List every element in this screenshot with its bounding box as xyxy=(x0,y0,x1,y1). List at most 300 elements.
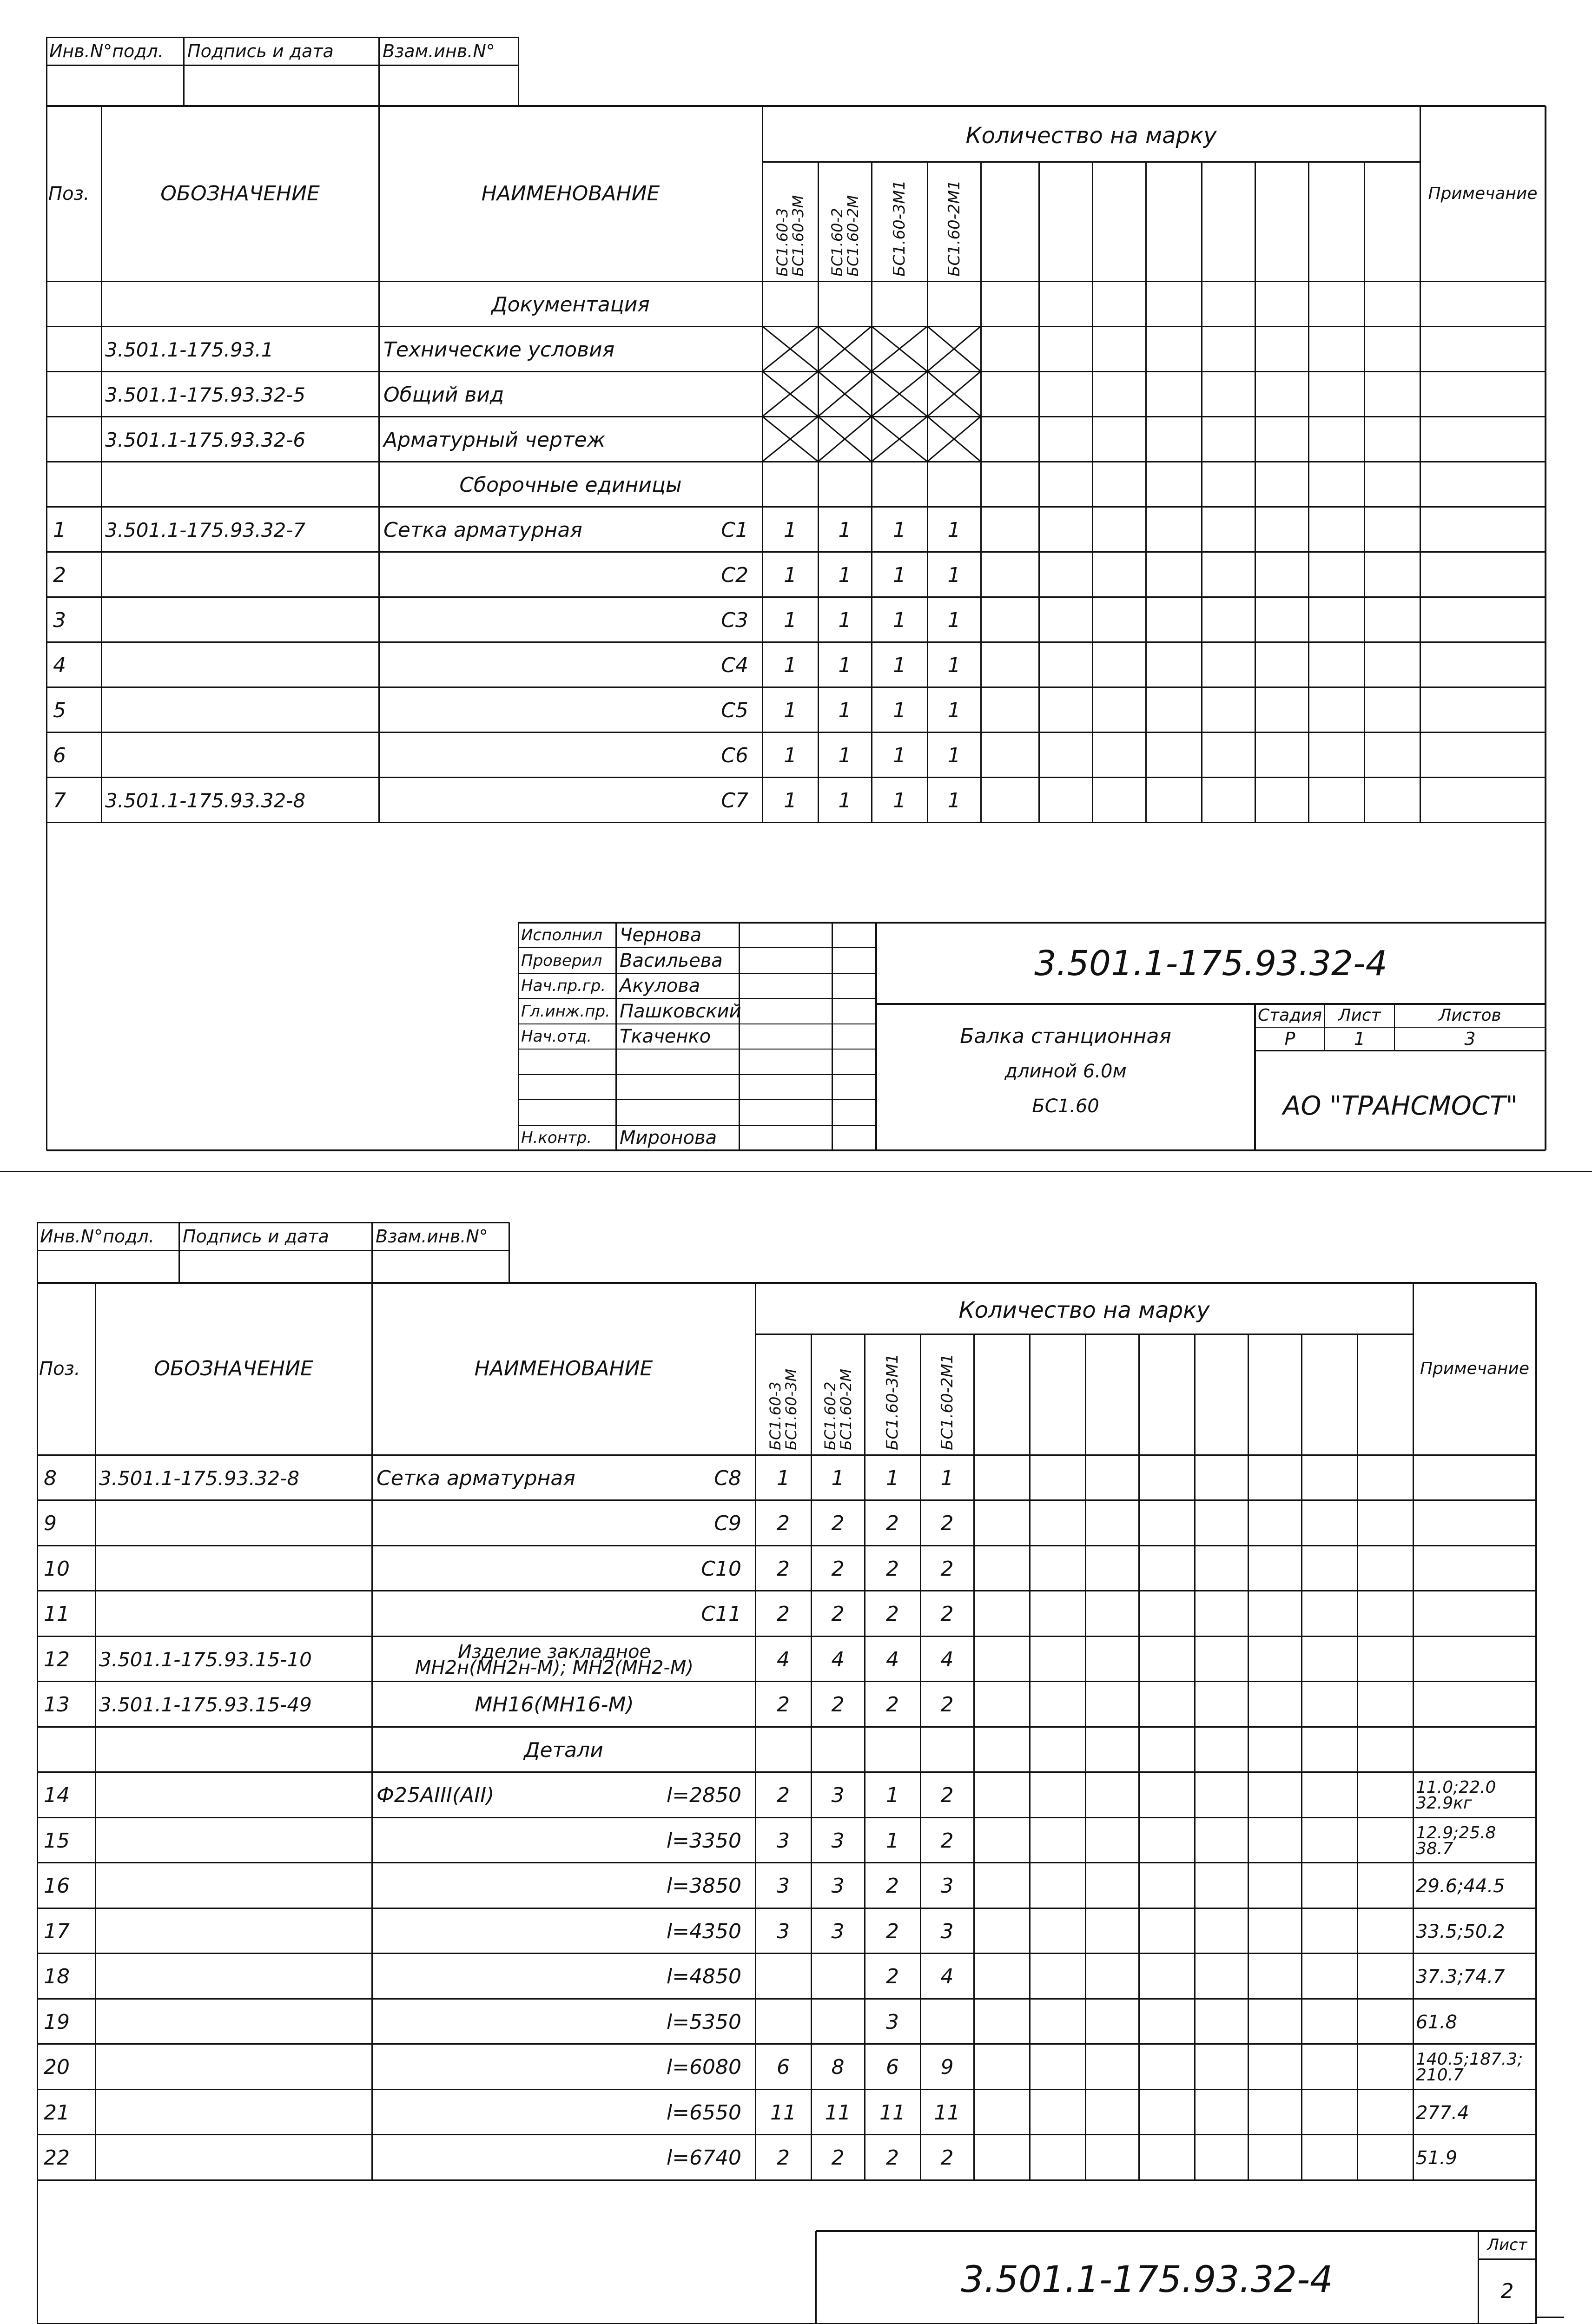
grid-line xyxy=(509,1222,510,1283)
row-qty: 1 xyxy=(940,1466,954,1490)
row-qty: 11 xyxy=(825,2100,851,2125)
section-title: Сборочные единицы xyxy=(459,473,682,497)
brand-header: БС1.60-3М1 xyxy=(883,1353,902,1450)
row-mark: l=3350 xyxy=(666,1829,741,1853)
sheet-value: 2 xyxy=(1500,2279,1514,2303)
row-mark: С10 xyxy=(701,1557,741,1581)
row-note: 61.8 xyxy=(1416,2011,1458,2033)
sheets-label: Листов xyxy=(1439,1006,1501,1025)
row-qty: 4 xyxy=(940,1965,954,1989)
row-qty: 3 xyxy=(831,1919,845,1943)
brand-header: БС1.60-2 xyxy=(821,1381,839,1450)
row-pos: 14 xyxy=(44,1783,70,1808)
stage-value: Р xyxy=(1284,1029,1295,1049)
row-qty: 1 xyxy=(886,1466,899,1490)
grid-line xyxy=(1201,162,1202,822)
grid-line xyxy=(46,596,1546,598)
grid-line xyxy=(518,947,876,948)
grid-line xyxy=(1194,1334,1196,2180)
row-qty: 4 xyxy=(777,1647,790,1671)
cross-mark xyxy=(872,371,927,416)
grid-line xyxy=(1145,162,1147,822)
brand-header: БС1.60-3М1 xyxy=(890,180,909,277)
signature-role: Н.контр. xyxy=(521,1128,592,1147)
row-qty: 4 xyxy=(831,1647,845,1671)
grid-line xyxy=(37,1590,1536,1591)
row-qty: 1 xyxy=(784,518,797,542)
row-qty: 1 xyxy=(947,788,961,812)
sheet-value: 1 xyxy=(1354,1029,1366,1049)
grid-line xyxy=(371,1283,373,2180)
grid-line xyxy=(1420,162,1421,822)
row-qty: 3 xyxy=(886,2010,899,2034)
signature-person: Васильева xyxy=(620,950,723,971)
row-name: Изделие закладное xyxy=(457,1641,651,1663)
grid-line xyxy=(46,37,518,38)
sheet-label: Лист xyxy=(1338,1006,1381,1025)
grid-line xyxy=(0,1171,1592,1172)
row-designation: 3.501.1-175.93.1 xyxy=(105,338,274,361)
signature-person: Пашковский xyxy=(620,1000,741,1022)
row-pos: 13 xyxy=(44,1693,70,1717)
row-pos: 9 xyxy=(44,1512,57,1536)
cross-mark xyxy=(872,326,927,371)
row-designation: 3.501.1-175.93.32-7 xyxy=(105,518,306,541)
row-qty: 2 xyxy=(886,1602,899,1626)
row-qty: 3 xyxy=(777,1829,790,1853)
title-line: Балка станционная xyxy=(960,1024,1171,1048)
row-qty: 2 xyxy=(831,2146,845,2170)
grid-line xyxy=(818,162,819,822)
grid-line xyxy=(183,37,185,106)
row-pos: 4 xyxy=(53,653,66,677)
signature-person: Ткаченко xyxy=(620,1026,711,1047)
header-name: НАИМЕНОВАНИЕ xyxy=(481,181,660,205)
row-qty: 1 xyxy=(784,698,797,722)
row-mark: С5 xyxy=(721,698,748,722)
row-qty: 1 xyxy=(947,608,961,632)
brand-header: БС1.60-2М xyxy=(844,195,862,277)
row-designation: 3.501.1-175.93.15-49 xyxy=(99,1693,312,1717)
grid-line xyxy=(37,1998,1536,2000)
row-name: Сетка арматурная xyxy=(377,1466,575,1490)
grid-line xyxy=(864,1334,865,2180)
grid-line xyxy=(1535,1283,1537,2324)
grid-line xyxy=(876,1003,1546,1005)
row-qty: 1 xyxy=(777,1466,790,1490)
row-note: 11.0;22.0 xyxy=(1416,1778,1496,1797)
grid-line xyxy=(101,106,102,822)
row-qty: 2 xyxy=(886,1557,899,1581)
grid-line xyxy=(518,1125,876,1126)
grid-line xyxy=(46,551,1546,553)
row-qty: 2 xyxy=(777,1602,790,1626)
grid-line xyxy=(37,1862,1536,1863)
cross-mark xyxy=(927,416,981,462)
row-name: Ф25АIII(АII) xyxy=(377,1783,495,1808)
sheet-label: Лист xyxy=(1487,2236,1527,2254)
grid-line xyxy=(37,1726,1536,1728)
row-qty: 1 xyxy=(947,653,961,677)
row-designation: 3.501.1-175.93.15-10 xyxy=(99,1648,312,1671)
row-pos: 2 xyxy=(53,563,66,587)
signature-role: Гл.инж.пр. xyxy=(521,1002,610,1021)
grid-line xyxy=(46,105,1546,107)
row-mark: С7 xyxy=(721,788,748,812)
section-title: Детали xyxy=(524,1738,603,1762)
stamp-replace-inv: Взам.инв.N° xyxy=(383,41,495,61)
brand-header: БС1.60-2 xyxy=(828,208,846,277)
stage-label: Стадия xyxy=(1257,1006,1322,1025)
row-qty: 2 xyxy=(777,1693,790,1717)
row-note: 29.6;44.5 xyxy=(1416,1875,1505,1897)
grid-line xyxy=(755,1283,756,2180)
grid-line xyxy=(37,1953,1536,1954)
row-mark: l=3850 xyxy=(666,1874,741,1898)
row-qty: 3 xyxy=(940,1874,954,1898)
row-qty: 2 xyxy=(940,2146,954,2170)
grid-line xyxy=(980,162,982,822)
row-qty: 1 xyxy=(893,743,906,767)
row-pos: 10 xyxy=(44,1557,70,1581)
cross-mark xyxy=(927,326,981,371)
row-pos: 15 xyxy=(44,1829,70,1853)
row-pos: 19 xyxy=(44,2010,70,2034)
row-note: 210.7 xyxy=(1416,2066,1464,2085)
row-pos: 7 xyxy=(53,788,66,812)
row-qty: 11 xyxy=(770,2100,796,2125)
row-mark: l=4350 xyxy=(666,1919,741,1943)
row-note: 32.9кг xyxy=(1416,1794,1472,1813)
row-mark: С11 xyxy=(701,1602,741,1626)
row-qty: 3 xyxy=(831,1829,845,1853)
row-qty: 3 xyxy=(777,1919,790,1943)
row-note: 38.7 xyxy=(1416,1839,1453,1858)
row-qty: 2 xyxy=(777,2146,790,2170)
header-designation: ОБОЗНАЧЕНИЕ xyxy=(160,181,320,205)
grid-line xyxy=(518,1023,876,1024)
signature-role: Исполнил xyxy=(521,926,602,945)
row-qty: 1 xyxy=(947,518,961,542)
stamp-inv-no: Инв.N°подл. xyxy=(49,41,164,61)
row-qty: 1 xyxy=(893,563,906,587)
header-designation: ОБОЗНАЧЕНИЕ xyxy=(154,1357,313,1380)
brand-header: БС1.60-2М1 xyxy=(938,1353,957,1450)
brand-header: БС1.60-2М1 xyxy=(945,180,964,277)
grid-line xyxy=(1364,162,1365,822)
grid-line xyxy=(518,923,519,1150)
row-mark: l=6080 xyxy=(666,2055,741,2080)
grid-line xyxy=(871,162,872,822)
row-pos: 8 xyxy=(44,1466,57,1490)
cross-mark xyxy=(818,371,872,416)
grid-line xyxy=(378,37,380,106)
cross-mark xyxy=(818,416,872,462)
cross-mark xyxy=(818,326,872,371)
grid-line xyxy=(518,998,876,999)
grid-line xyxy=(1301,1334,1302,2180)
grid-line xyxy=(37,1222,509,1223)
row-mark: l=2850 xyxy=(666,1783,741,1808)
row-qty: 2 xyxy=(940,1693,954,1717)
grid-line xyxy=(46,732,1546,733)
row-note: 33.5;50.2 xyxy=(1416,1921,1505,1942)
row-qty: 2 xyxy=(886,1874,899,1898)
row-note: 277.4 xyxy=(1416,2102,1469,2124)
row-note: 37.3;74.7 xyxy=(1416,1966,1505,1988)
row-name: Общий вид xyxy=(383,383,504,407)
row-qty: 6 xyxy=(886,2055,899,2080)
cross-mark xyxy=(762,326,818,371)
row-qty: 3 xyxy=(831,1783,845,1808)
grid-line xyxy=(739,923,740,1150)
grid-line xyxy=(518,922,1546,924)
row-qty: 1 xyxy=(784,743,797,767)
grid-line xyxy=(1308,162,1309,822)
cross-mark xyxy=(927,371,981,416)
row-qty: 3 xyxy=(940,1919,954,1943)
grid-line xyxy=(46,506,1546,508)
row-pos: 17 xyxy=(44,1919,70,1943)
row-qty: 2 xyxy=(831,1557,845,1581)
grid-line xyxy=(920,1334,921,2180)
grid-line xyxy=(37,1636,1536,1637)
brand-header: БС1.60-3 xyxy=(766,1381,784,1450)
row-pos: 21 xyxy=(44,2100,70,2125)
row-qty: 2 xyxy=(886,1693,899,1717)
row-qty: 2 xyxy=(886,2146,899,2170)
grid-line xyxy=(1092,162,1093,822)
grid-line xyxy=(46,281,1546,282)
row-qty: 3 xyxy=(777,1874,790,1898)
brand-header: БС1.60-3М xyxy=(782,1368,800,1450)
grid-line xyxy=(37,2134,1536,2135)
row-mark: С4 xyxy=(721,653,748,677)
section-title: Документация xyxy=(491,292,650,317)
grid-line xyxy=(1413,1334,1414,2180)
row-mark: l=4850 xyxy=(666,1965,741,1989)
row-qty: 1 xyxy=(893,518,906,542)
row-designation: 3.501.1-175.93.32-5 xyxy=(105,383,306,406)
row-qty: 2 xyxy=(831,1693,845,1717)
row-note: 140.5;187.3; xyxy=(1416,2050,1523,2069)
grid-line xyxy=(1038,162,1040,822)
row-mark: С1 xyxy=(721,518,748,542)
grid-line xyxy=(1138,1334,1140,2180)
row-pos: 16 xyxy=(44,1874,70,1898)
row-qty: 1 xyxy=(838,653,852,677)
grid-line xyxy=(37,1908,1536,1909)
grid-line xyxy=(37,1681,1536,1682)
row-qty: 2 xyxy=(777,1512,790,1536)
grid-line xyxy=(1029,1334,1031,2180)
drawing-code: 3.501.1-175.93.32-4 xyxy=(961,2259,1333,2301)
row-qty: 3 xyxy=(831,1874,845,1898)
row-pos: 1 xyxy=(53,518,66,542)
header-qty: Количество на марку xyxy=(958,1297,1210,1323)
row-mark: С8 xyxy=(714,1466,741,1490)
row-qty: 11 xyxy=(934,2100,960,2125)
stamp-sign-date: Подпись и дата xyxy=(187,41,334,61)
grid-line xyxy=(1085,1334,1086,2180)
row-qty: 2 xyxy=(777,1783,790,1808)
row-qty: 1 xyxy=(947,743,961,767)
row-name: МН2н(МН2н-М); МН2(МН2-М) xyxy=(415,1657,694,1678)
row-pos: 20 xyxy=(44,2055,70,2080)
row-qty: 1 xyxy=(838,743,852,767)
row-qty: 1 xyxy=(893,788,906,812)
grid-line xyxy=(1478,2258,1536,2260)
grid-line xyxy=(518,37,519,106)
title-line: длиной 6.0м xyxy=(1004,1061,1127,1082)
grid-line xyxy=(46,65,518,66)
row-name: МН16(МН16-М) xyxy=(475,1693,634,1717)
row-name: Технические условия xyxy=(383,337,615,362)
row-mark: С9 xyxy=(714,1512,741,1536)
row-qty: 1 xyxy=(893,698,906,722)
row-qty: 2 xyxy=(940,1512,954,1536)
row-qty: 2 xyxy=(940,1602,954,1626)
header-name: НАИМЕНОВАНИЕ xyxy=(474,1357,653,1380)
grid-line xyxy=(37,2089,1536,2090)
signature-role: Нач.отд. xyxy=(521,1027,592,1046)
row-qty: 1 xyxy=(838,788,852,812)
row-qty: 1 xyxy=(831,1466,845,1490)
row-name: Арматурный чертеж xyxy=(383,428,606,452)
row-qty: 1 xyxy=(784,608,797,632)
grid-line xyxy=(927,162,928,822)
grid-line xyxy=(755,1334,1413,1335)
grid-line xyxy=(1536,2317,1564,2318)
row-designation: 3.501.1-175.93.32-8 xyxy=(105,789,306,812)
row-mark: l=5350 xyxy=(666,2010,741,2034)
grid-line xyxy=(518,1049,876,1050)
row-qty: 1 xyxy=(784,788,797,812)
grid-line xyxy=(37,2043,1536,2045)
cross-mark xyxy=(762,416,818,462)
header-note: Примечание xyxy=(1420,1359,1530,1378)
grid-line xyxy=(37,1545,1536,1546)
grid-line xyxy=(37,2179,1536,2181)
row-qty: 2 xyxy=(777,1557,790,1581)
header-pos: Поз. xyxy=(39,1358,80,1380)
grid-line xyxy=(832,923,833,1150)
stamp-replace-inv: Взам.инв.N° xyxy=(376,1226,488,1247)
drawing-code: 3.501.1-175.93.32-4 xyxy=(1034,944,1387,984)
grid-line xyxy=(1357,1334,1358,2180)
grid-line xyxy=(46,777,1546,778)
row-qty: 2 xyxy=(940,1783,954,1808)
row-qty: 1 xyxy=(838,563,852,587)
title-line: БС1.60 xyxy=(1032,1096,1099,1117)
brand-header: БС1.60-2М xyxy=(837,1368,855,1450)
row-pos: 22 xyxy=(44,2146,70,2170)
grid-line xyxy=(615,923,617,1150)
header-pos: Поз. xyxy=(48,183,90,205)
cross-mark xyxy=(872,416,927,462)
row-qty: 2 xyxy=(886,1512,899,1536)
row-name: Сетка арматурная xyxy=(383,518,582,542)
row-qty: 1 xyxy=(784,563,797,587)
brand-header: БС1.60-3М xyxy=(789,195,807,277)
row-qty: 2 xyxy=(886,1919,899,1943)
row-qty: 6 xyxy=(777,2055,790,2080)
row-qty: 1 xyxy=(838,608,852,632)
row-mark: l=6550 xyxy=(666,2100,741,2125)
row-pos: 6 xyxy=(53,743,66,767)
sheets-value: 3 xyxy=(1464,1029,1476,1049)
grid-line xyxy=(37,1771,1536,1773)
signature-role: Проверил xyxy=(521,951,602,970)
stamp-sign-date: Подпись и дата xyxy=(183,1226,329,1247)
row-qty: 8 xyxy=(831,2055,845,2080)
row-note: 51.9 xyxy=(1416,2147,1458,2169)
grid-line xyxy=(816,2230,1536,2232)
grid-line xyxy=(762,161,1420,163)
row-mark: С3 xyxy=(721,608,748,632)
row-mark: С2 xyxy=(721,563,748,587)
grid-line xyxy=(1248,1334,1249,2180)
grid-line xyxy=(178,1222,180,1283)
grid-line xyxy=(1255,1050,1546,1051)
row-designation: 3.501.1-175.93.32-6 xyxy=(105,428,306,451)
row-qty: 11 xyxy=(879,2100,905,2125)
grid-line xyxy=(1255,1027,1546,1028)
row-qty: 4 xyxy=(940,1647,954,1671)
grid-line xyxy=(811,1334,812,2180)
row-qty: 2 xyxy=(886,1965,899,1989)
row-note: 12.9;25.8 xyxy=(1416,1823,1496,1842)
row-qty: 2 xyxy=(940,1557,954,1581)
grid-line xyxy=(37,1282,1536,1284)
header-note: Примечание xyxy=(1428,184,1538,203)
grid-line xyxy=(37,1817,1536,1818)
row-pos: 12 xyxy=(44,1647,70,1671)
row-qty: 1 xyxy=(886,1829,899,1853)
signature-person: Чернова xyxy=(620,924,702,946)
row-qty: 9 xyxy=(940,2055,954,2080)
row-qty: 1 xyxy=(784,653,797,677)
stamp-inv-no: Инв.N°подл. xyxy=(40,1226,154,1247)
grid-line xyxy=(37,1499,1536,1501)
row-qty: 1 xyxy=(893,608,906,632)
grid-line xyxy=(46,641,1546,643)
row-mark: С6 xyxy=(721,743,748,767)
row-pos: 5 xyxy=(53,698,66,722)
grid-line xyxy=(37,1222,38,2324)
row-qty: 2 xyxy=(831,1602,845,1626)
grid-line xyxy=(46,687,1546,688)
row-mark: l=6740 xyxy=(666,2146,741,2170)
row-pos: 3 xyxy=(53,608,66,632)
grid-line xyxy=(37,1250,509,1251)
header-qty: Количество на марку xyxy=(965,123,1217,149)
row-qty: 1 xyxy=(947,563,961,587)
signature-role: Нач.пр.гр. xyxy=(521,977,606,996)
signature-person: Акулова xyxy=(620,975,700,997)
row-qty: 1 xyxy=(886,1783,899,1808)
row-pos: 11 xyxy=(44,1602,70,1626)
grid-line xyxy=(518,1099,876,1100)
grid-line xyxy=(518,1074,876,1075)
grid-line xyxy=(518,973,876,974)
cross-mark xyxy=(762,371,818,416)
brand-header: БС1.60-3 xyxy=(773,208,791,277)
grid-line xyxy=(371,1222,373,1283)
grid-line xyxy=(46,37,47,1150)
row-qty: 1 xyxy=(893,653,906,677)
row-qty: 2 xyxy=(940,1829,954,1853)
